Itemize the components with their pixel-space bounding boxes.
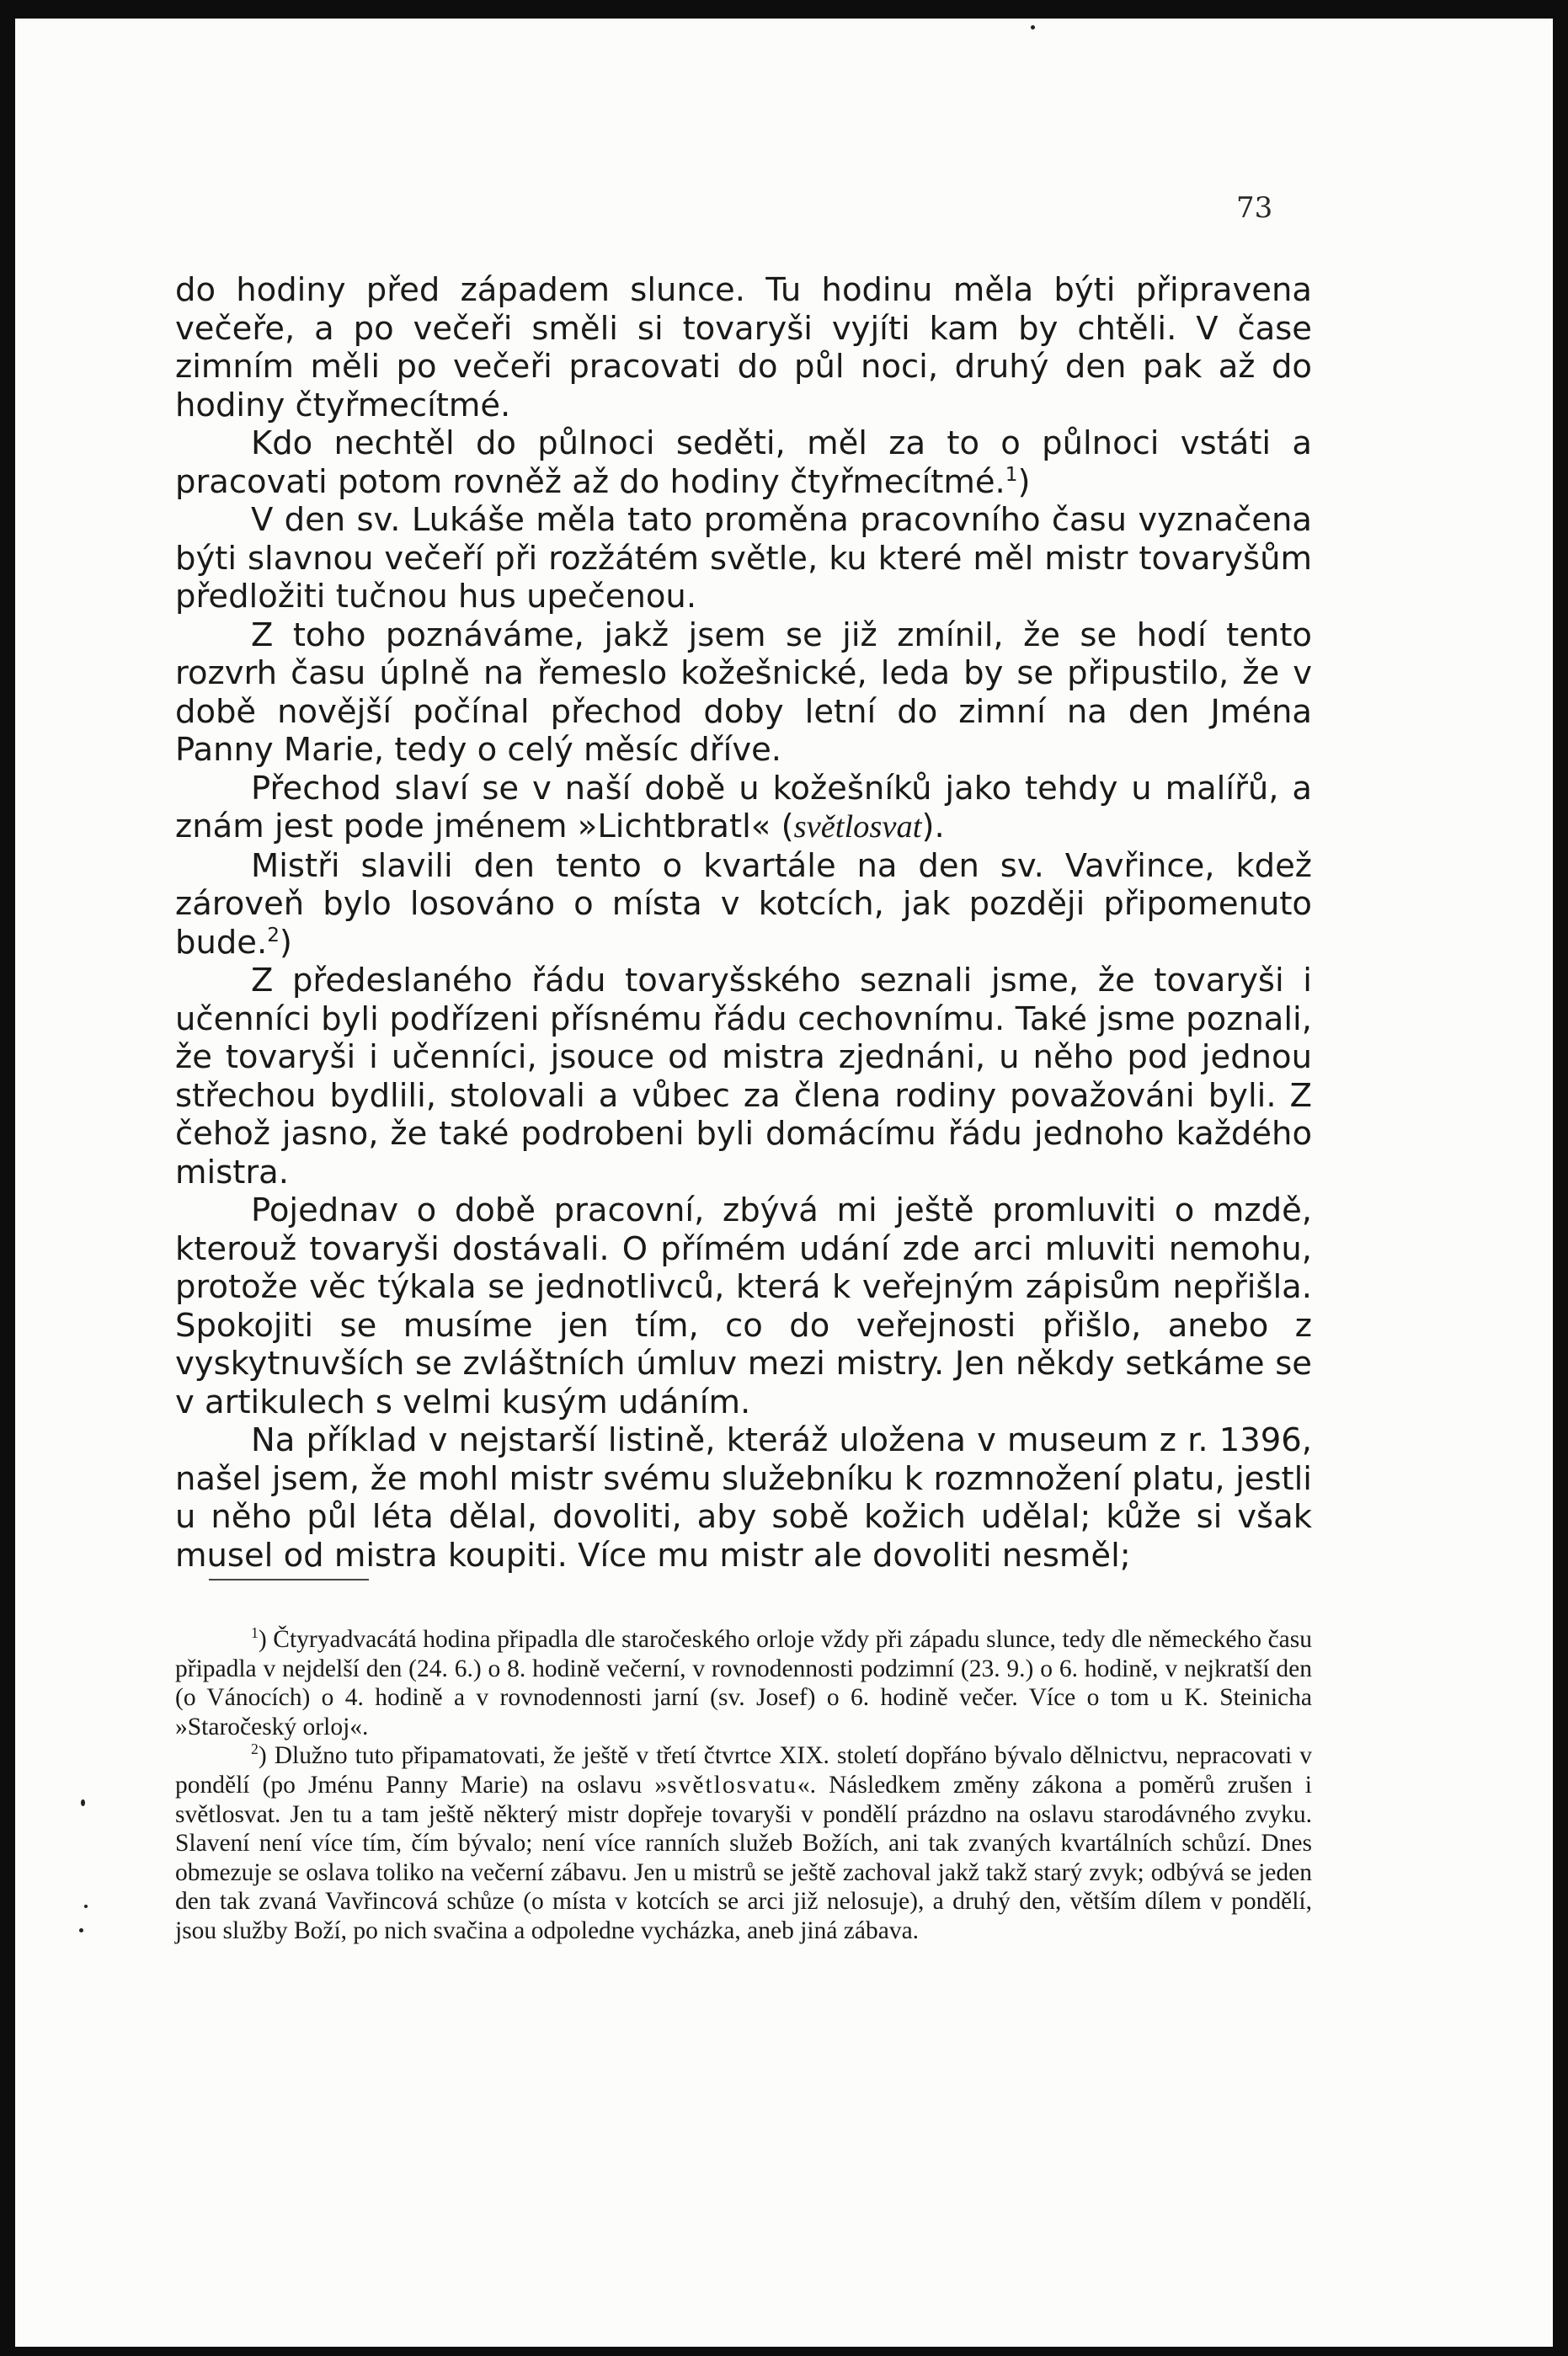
paragraph: Kdo nechtěl do půlnoci seděti, měl za to o půlnoci vstáti a pracovati potom rovněž až do hodiny čtyřmecítmé.$^1$) <box>175 424 1312 501</box>
paragraph: Na příklad v nejstarší listině, kteráž uložena v museum z r. 1396, našel jsem, že mohl mistr svému služebníku k rozmnožení platu, jestli u něho půl léta dělal, dovoliti, aby sobě kožich udělal; kůže si však musel od mistra koupiti. Více mu mistr ale dovoliti nesměl; <box>175 1421 1312 1575</box>
scan-speck <box>84 1905 88 1908</box>
spaced-term: světlosvatu <box>667 1771 797 1799</box>
footnotes <box>175 1625 1312 1946</box>
book-page <box>15 19 1553 2347</box>
footnote-ref: 2 <box>267 924 280 946</box>
paragraph: Z toho poznáváme, jakž jsem se již zmínil, že se hodí tento rozvrh času úplně na řemeslo kožešnické, leda by se připustilo, že v době novější počínal přechod doby letní do zimní na den Jména Panny Marie, tedy o celý měsíc dříve. <box>175 616 1312 769</box>
scan-speck <box>81 1799 85 1806</box>
footnote-mark: 1 <box>251 1624 259 1642</box>
paragraph: Pojednav o době pracovní, zbývá mi ještě promluviti o mzdě, kterouž tovaryši dostávali. O přímém udání zde arci mluviti nemohu, protože věc týkala se jednotlivců, která k veřejným zápisům nepřišla. Spokojiti se musíme jen tím, co do veřejnosti přišlo, anebo z vyskytnuvších se zvláštních úmluv mezi mistry. Jen někdy setkáme se v artikulech s velmi kusým udáním. <box>175 1191 1312 1421</box>
footnote-2: $^2$) Dlužno tuto připamatovati, že ještě v třetí čtvrtce XIX. století dopřáno bývalo dělnictvu, nepracovati v pondělí (po Jménu Panny Marie) na oslavu »světlosvatu«. Následkem změny zákona a poměrů zrušen i světlosvat. Jen tu a tam ještě některý mistr dopřeje tovaryši v pondělí prázdno na oslavu starodávného zvyku. Slavení není více tím, čím bývalo; není více ranních služeb Božích, ani tak zvaných kvartálních schůzí. Dnes obmezuje se oslava toliko na večerní zábavu. Jen u mistrů se ještě zachoval jakž takž starý zvyk; odbývá se jeden den tak zvaná Vavřincová schůze (o místa v kotcích se arci již nelosuje), a druhý den, větším dílem v pondělí, jsou služby Boží, po nich svačina a odpoledne vycházka, aneb jiná zábava. <box>175 1740 1312 1944</box>
paragraph: V den sv. Lukáše měla tato proměna pracovního času vyznačena býti slavnou večeří při rozžátém světle, ku které měl mistr tovaryšům předložiti tučnou hus upečenou. <box>175 501 1312 616</box>
footnote-mark: 2 <box>251 1740 259 1758</box>
scan-speck <box>1031 25 1035 29</box>
paragraph: Z předeslaného řádu tovaryšského seznali jsme, že tovaryši i učenníci byli podřízeni přísnému řádu cechovnímu. Také jsme poznali, že tovaryši i učenníci, jsouce od mistra zjednáni, u něho pod jednou střechou bydlili, stolovali a vůbec za člena rodiny považováni byli. Z čehož jasno, že také podrobeni byli domácímu řádu jednoho každého mistra. <box>175 962 1312 1191</box>
italic-term: světlosvat <box>793 809 922 845</box>
footnote-divider <box>209 1579 369 1580</box>
paragraph: Mistři slavili den tento o kvartále na den sv. Vavřince, kdež zároveň bylo losováno o místa v kotcích, jak později připomenuto bude.$^2$) <box>175 846 1312 962</box>
page-number: 73 <box>1236 191 1273 225</box>
paragraph: Přechod slaví se v naší době u kožešníků jako tehdy u malířů, a znám jest pode jménem »Lichtbratl« (světlosvat). <box>175 769 1312 845</box>
footnote-1: $^1$) Čtyryadvacátá hodina připadla dle staročeského orloje vždy při západu slunce, tedy dle německého času připadla v nejdelší den (24. 6.) o 8. hodině večerní, v rovnodennosti podzimní (23. 9.) o 6. hodině, v nejkratší den (o Vánocích) o 4. hodině a v rovnodennosti jarní (sv. Josef) o 6. hodině večer. Více o tom u K. Steinicha »Staročeský orloj«. <box>175 1624 1312 1740</box>
main-text <box>175 271 1312 1575</box>
footnote-ref: 1 <box>1005 463 1018 486</box>
paragraph: do hodiny před západem slunce. Tu hodinu měla býti připravena večeře, a po večeři směli si tovaryši vyjíti kam by chtěli. V čase zimním měli po večeři pracovati do půl noci, druhý den pak až do hodiny čtyřmecítmé. <box>175 271 1312 424</box>
scan-speck <box>79 1928 83 1932</box>
